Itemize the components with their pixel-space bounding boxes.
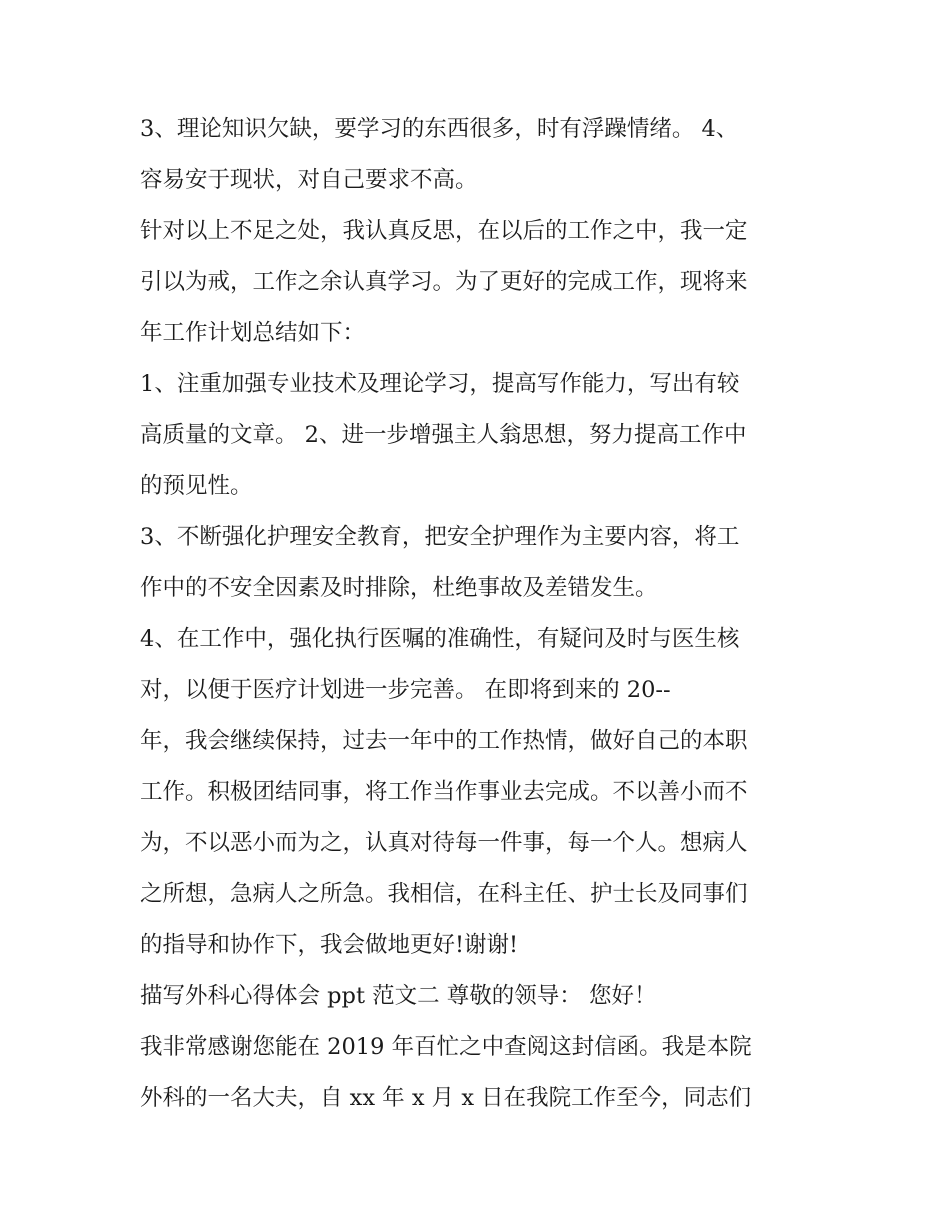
text-line: 作中的不安全因素及时排除，杜绝事故及差错发生。 [140,575,658,601]
text-line: 年工作计划总结如下： [140,320,366,346]
text-line: 3、理论知识欠缺，要学习的东西很多，时有浮躁情绪。 4、 [140,116,739,142]
text-line: 3、不断强化护理安全教育，把安全护理作为主要内容，将工 [140,524,740,550]
text-line: 之所想，急病人之所急。我相信，在科主任、护士长及同事们 [140,881,748,907]
text-line: 1、注重加强专业技术及理论学习，提高写作能力，写出有较 [140,371,740,397]
text-line: 工作。积极团结同事，将工作当作事业去完成。不以善小而不 [140,779,748,805]
text-line: 对，以便于医疗计划进一步完善。 在即将到来的 20-- [140,677,671,703]
text-line: 4、在工作中，强化执行医嘱的准确性，有疑问及时与医生核 [140,626,740,652]
text-line: 容易安于现状，对自己要求不高。 [140,167,478,193]
text-line: 为，不以恶小而为之，认真对待每一件事，每一个人。想病人 [140,830,748,856]
text-line: 描写外科心得体会 ppt 范文二 尊敬的领导： 您好！ [140,983,657,1009]
text-line: 外科的一名大夫，自 xx 年 x 月 x 日在我院工作至今，同志们 [140,1085,752,1111]
text-line: 年，我会继续保持，过去一年中的工作热情，做好自己的本职 [140,728,748,754]
text-line: 的指导和协作下，我会做地更好!谢谢! [140,932,519,958]
text-line: 我非常感谢您能在 2019 年百忙之中查阅这封信函。我是本院 [140,1034,752,1060]
text-line: 针对以上不足之处，我认真反思，在以后的工作之中，我一定 [140,218,748,244]
text-line: 的预见性。 [140,473,253,499]
document-body [140,104,830,1124]
text-line: 高质量的文章。 2、进一步增强主人翁思想，努力提高工作中 [140,422,747,448]
text-line: 引以为戒，工作之余认真学习。为了更好的完成工作，现将来 [140,269,748,295]
